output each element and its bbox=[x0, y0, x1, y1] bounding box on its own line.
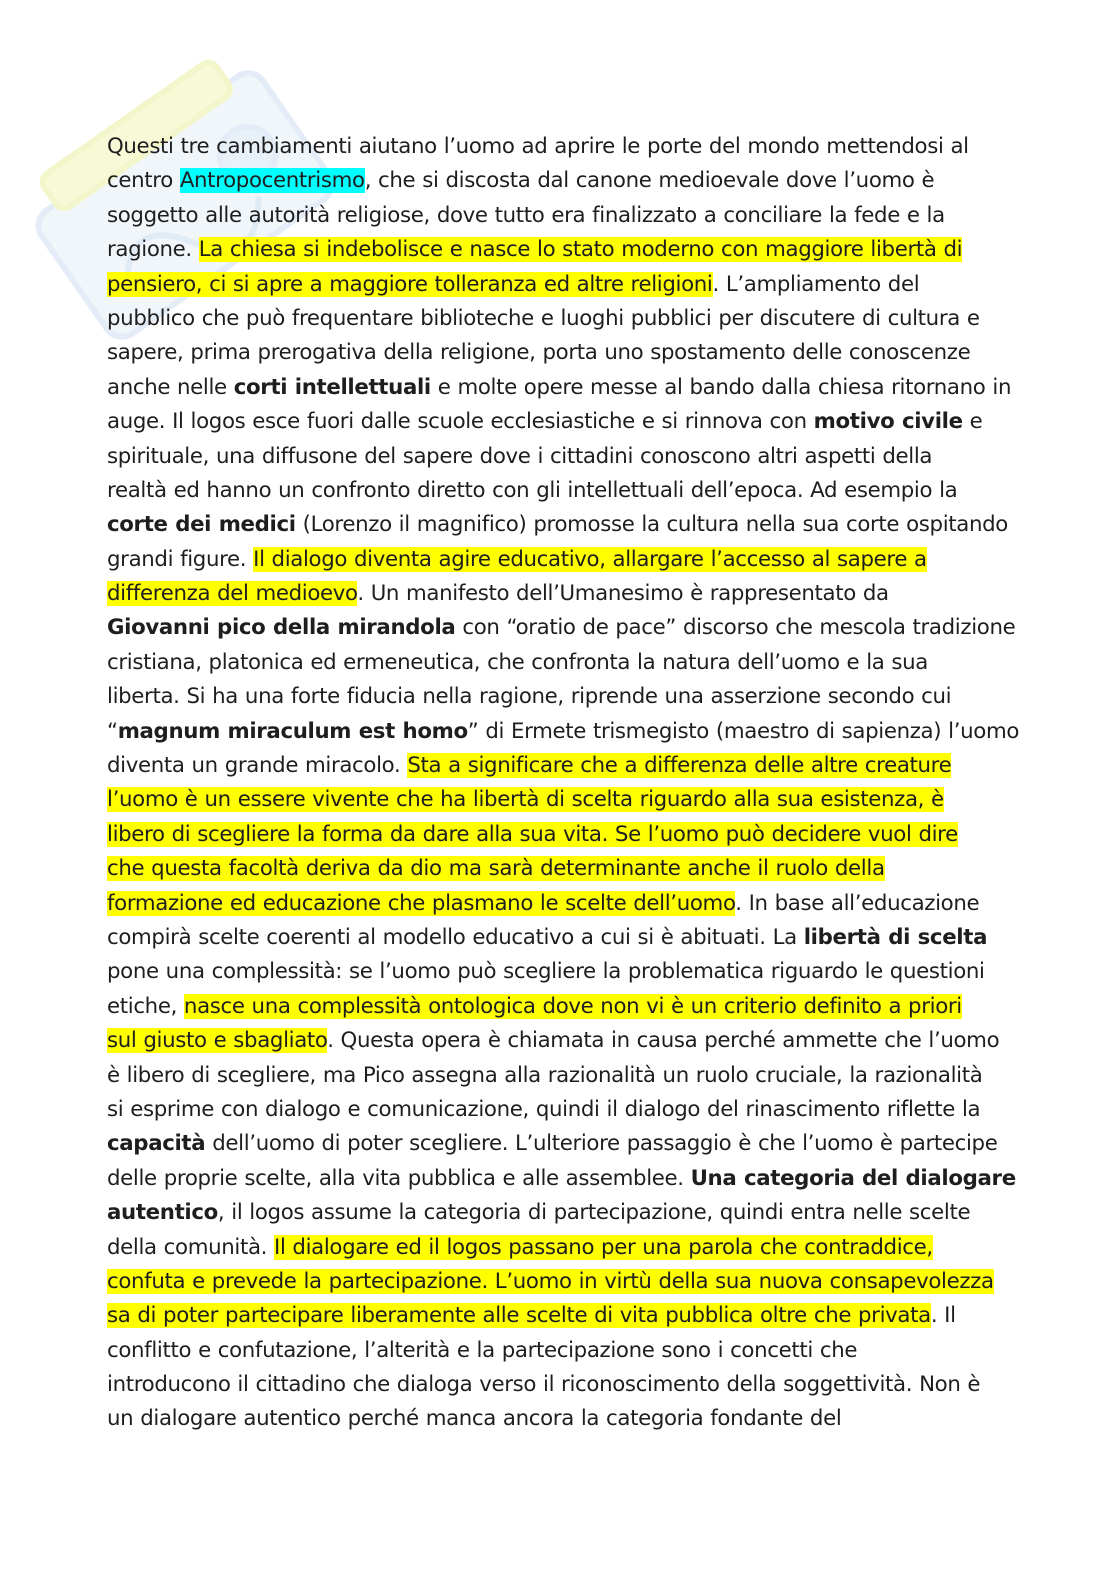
bold-text: libertà di scelta bbox=[803, 924, 988, 950]
text-run: conflitto e confutazione, l’alterità e la partecipazione sono i concetti che bbox=[107, 1337, 858, 1363]
text-run: dell’uomo di poter scegliere. L’ulteriore passaggio è che l’uomo è partecipe bbox=[205, 1131, 998, 1157]
text-line bbox=[107, 990, 1007, 1024]
text-run: pubblico che può frequentare biblioteche e luoghi pubblici per discutere di cultura e bbox=[107, 305, 980, 331]
text-run: soggetto alle autorità religiose, dove tutto era finalizzato a conciliare la fede e la bbox=[107, 202, 945, 228]
bold-text: autentico bbox=[107, 1200, 218, 1226]
text-line bbox=[107, 302, 1007, 336]
text-run: grandi figure. bbox=[107, 546, 254, 572]
text-run: e bbox=[962, 409, 983, 435]
text-line bbox=[107, 1334, 1007, 1368]
text-line bbox=[107, 164, 1007, 198]
text-run: Questi tre cambiamenti aiutano l’uomo ad aprire le porte del mondo mettendosi al bbox=[107, 134, 969, 159]
text-run: diventa un grande miracolo. bbox=[107, 753, 408, 779]
text-line bbox=[107, 577, 1007, 611]
text-line bbox=[107, 268, 1007, 302]
text-line bbox=[107, 715, 1020, 749]
text-run: . Il bbox=[930, 1303, 956, 1329]
highlighted-text: nasce una complessità ontologica dove non vi è un criterio definito a priori bbox=[183, 993, 962, 1019]
text-run: compirà scelte coerenti al modello educativo a cui si è abituati. La bbox=[107, 924, 804, 950]
text-line bbox=[107, 440, 1007, 474]
text-run: sapere, prima prerogativa della religione, porta uno spostamento delle conoscenze bbox=[107, 340, 971, 366]
text-line bbox=[107, 1368, 1007, 1402]
highlighted-text: differenza del medioevo bbox=[107, 581, 358, 607]
text-line bbox=[107, 887, 1007, 921]
bold-text: corti intellettuali bbox=[233, 374, 431, 400]
highlighted-text: sul giusto e sbagliato bbox=[107, 1028, 328, 1054]
text-line bbox=[107, 749, 1007, 783]
highlighted-text: formazione ed educazione che plasmano le scelte dell’uomo bbox=[107, 890, 736, 916]
highlighted-text: che questa facoltà deriva da dio ma sarà determinante anche il ruolo della bbox=[107, 856, 885, 882]
text-run: etiche, bbox=[107, 993, 184, 1019]
bold-text: Giovanni pico della mirandola bbox=[107, 615, 456, 641]
bold-text: Una categoria del dialogare bbox=[690, 1165, 1016, 1191]
text-run: realtà ed hanno un confronto diretto con gli intellettuali dell’epoca. Ad esempio la bbox=[107, 477, 958, 503]
text-run: e molte opere messe al bando dalla chiesa ritornano in bbox=[430, 374, 1012, 400]
text-line bbox=[107, 646, 1007, 680]
text-line bbox=[107, 955, 1007, 989]
bold-text: magnum miraculum est homo bbox=[117, 718, 468, 744]
text-line bbox=[107, 233, 1007, 267]
text-line bbox=[107, 921, 1007, 955]
text-run: spirituale, una diffusone del sapere dove i cittadini conoscono altri aspetti della bbox=[107, 443, 933, 469]
text-run: della comunità. bbox=[107, 1234, 275, 1260]
text-line bbox=[107, 1162, 1016, 1196]
text-run: “ bbox=[107, 718, 118, 744]
text-run: pone una complessità: se l’uomo può scegliere la problematica riguardo le questioni bbox=[107, 959, 985, 985]
text-run: un dialogare autentico perché manca ancora la categoria fondante del bbox=[107, 1406, 842, 1432]
text-run: liberta. Si ha una forte fiducia nella ragione, riprende una asserzione secondo cui bbox=[107, 684, 952, 710]
highlighted-text: sa di poter partecipare liberamente alle scelte di vita pubblica oltre che privata bbox=[107, 1303, 931, 1329]
bold-text: capacità bbox=[107, 1131, 206, 1157]
highlighted-text: pensiero, ci si apre a maggiore tolleranza ed altre religioni bbox=[107, 271, 713, 297]
text-run: . Un manifesto dell’Umanesimo è rappresentato da bbox=[357, 581, 889, 607]
text-line bbox=[107, 199, 1007, 233]
highlighted-text: Antropocentrismo bbox=[179, 168, 365, 194]
highlighted-text: Il dialogo diventa agire educativo, allargare l’accesso al sapere a bbox=[253, 546, 927, 572]
text-run: cristiana, platonica ed ermeneutica, che confronta la natura dell’uomo e la sua bbox=[107, 649, 928, 675]
bold-text: motivo civile bbox=[813, 409, 963, 435]
text-line bbox=[107, 371, 1012, 405]
text-line bbox=[107, 680, 1007, 714]
text-run: , che si discosta dal canone medioevale dove l’uomo è bbox=[364, 168, 935, 194]
document-body bbox=[107, 130, 1020, 1437]
text-line bbox=[107, 1127, 1007, 1161]
text-run: . Questa opera è chiamata in causa perché ammette che l’uomo bbox=[327, 1028, 1000, 1054]
text-line bbox=[107, 1059, 1007, 1093]
text-line bbox=[107, 1231, 1007, 1265]
text-line bbox=[107, 852, 1007, 886]
text-line bbox=[107, 1402, 1007, 1436]
text-line bbox=[107, 1024, 1007, 1058]
highlighted-text: Il dialogare ed il logos passano per una parola che contraddice, bbox=[274, 1234, 933, 1260]
text-run: ” di Ermete trismegisto (maestro di sapienza) l’uomo bbox=[467, 718, 1020, 744]
text-line bbox=[107, 543, 1007, 577]
text-line bbox=[107, 1196, 1007, 1230]
text-line bbox=[107, 474, 1007, 508]
highlighted-text: La chiesa si indebolisce e nasce lo stato moderno con maggiore libertà di bbox=[198, 237, 963, 263]
bold-text: corte dei medici bbox=[107, 512, 296, 538]
text-run: introducono il cittadino che dialoga verso il riconoscimento della soggettività. Non è bbox=[107, 1372, 981, 1398]
text-run: (Lorenzo il magnifico) promosse la cultura nella sua corte ospitando bbox=[295, 512, 1008, 538]
text-run: delle proprie scelte, alla vita pubblica e alle assemblee. bbox=[107, 1165, 691, 1191]
text-line bbox=[107, 336, 1007, 370]
text-line bbox=[107, 783, 1007, 817]
text-line bbox=[107, 1093, 1007, 1127]
text-line bbox=[107, 130, 1007, 164]
highlighted-text: Sta a significare che a differenza delle altre creature bbox=[407, 753, 952, 779]
highlighted-text: libero di scegliere la forma da dare alla sua vita. Se l’uomo può decidere vuol dire bbox=[107, 821, 958, 847]
highlighted-text: l’uomo è un essere vivente che ha libertà di scelta riguardo alla sua esistenza, è bbox=[107, 787, 944, 813]
text-run: anche nelle bbox=[107, 374, 234, 400]
text-run: si esprime con dialogo e comunicazione, quindi il dialogo del rinascimento riflette la bbox=[107, 1096, 981, 1122]
text-line bbox=[107, 405, 1007, 439]
text-line bbox=[107, 508, 1007, 542]
text-line bbox=[107, 611, 1016, 645]
text-run: . L’ampliamento del bbox=[712, 271, 920, 297]
highlighted-text: confuta e prevede la partecipazione. L’uomo in virtù della sua nuova consapevolezza bbox=[107, 1268, 994, 1294]
text-line bbox=[107, 1265, 1007, 1299]
text-run: è libero di scegliere, ma Pico assegna alla razionalità un ruolo cruciale, la razionalità bbox=[107, 1062, 983, 1088]
text-run: . In base all’educazione bbox=[735, 890, 980, 916]
text-line bbox=[107, 1299, 1007, 1333]
text-run: centro bbox=[107, 168, 180, 194]
text-run: auge. Il logos esce fuori dalle scuole ecclesiastiche e si rinnova con bbox=[107, 409, 814, 435]
text-run: , il logos assume la categoria di partecipazione, quindi entra nelle scelte bbox=[217, 1200, 971, 1226]
text-line bbox=[107, 818, 1007, 852]
text-run: con “oratio de pace” discorso che mescola tradizione bbox=[455, 615, 1016, 641]
text-run: ragione. bbox=[107, 237, 199, 263]
